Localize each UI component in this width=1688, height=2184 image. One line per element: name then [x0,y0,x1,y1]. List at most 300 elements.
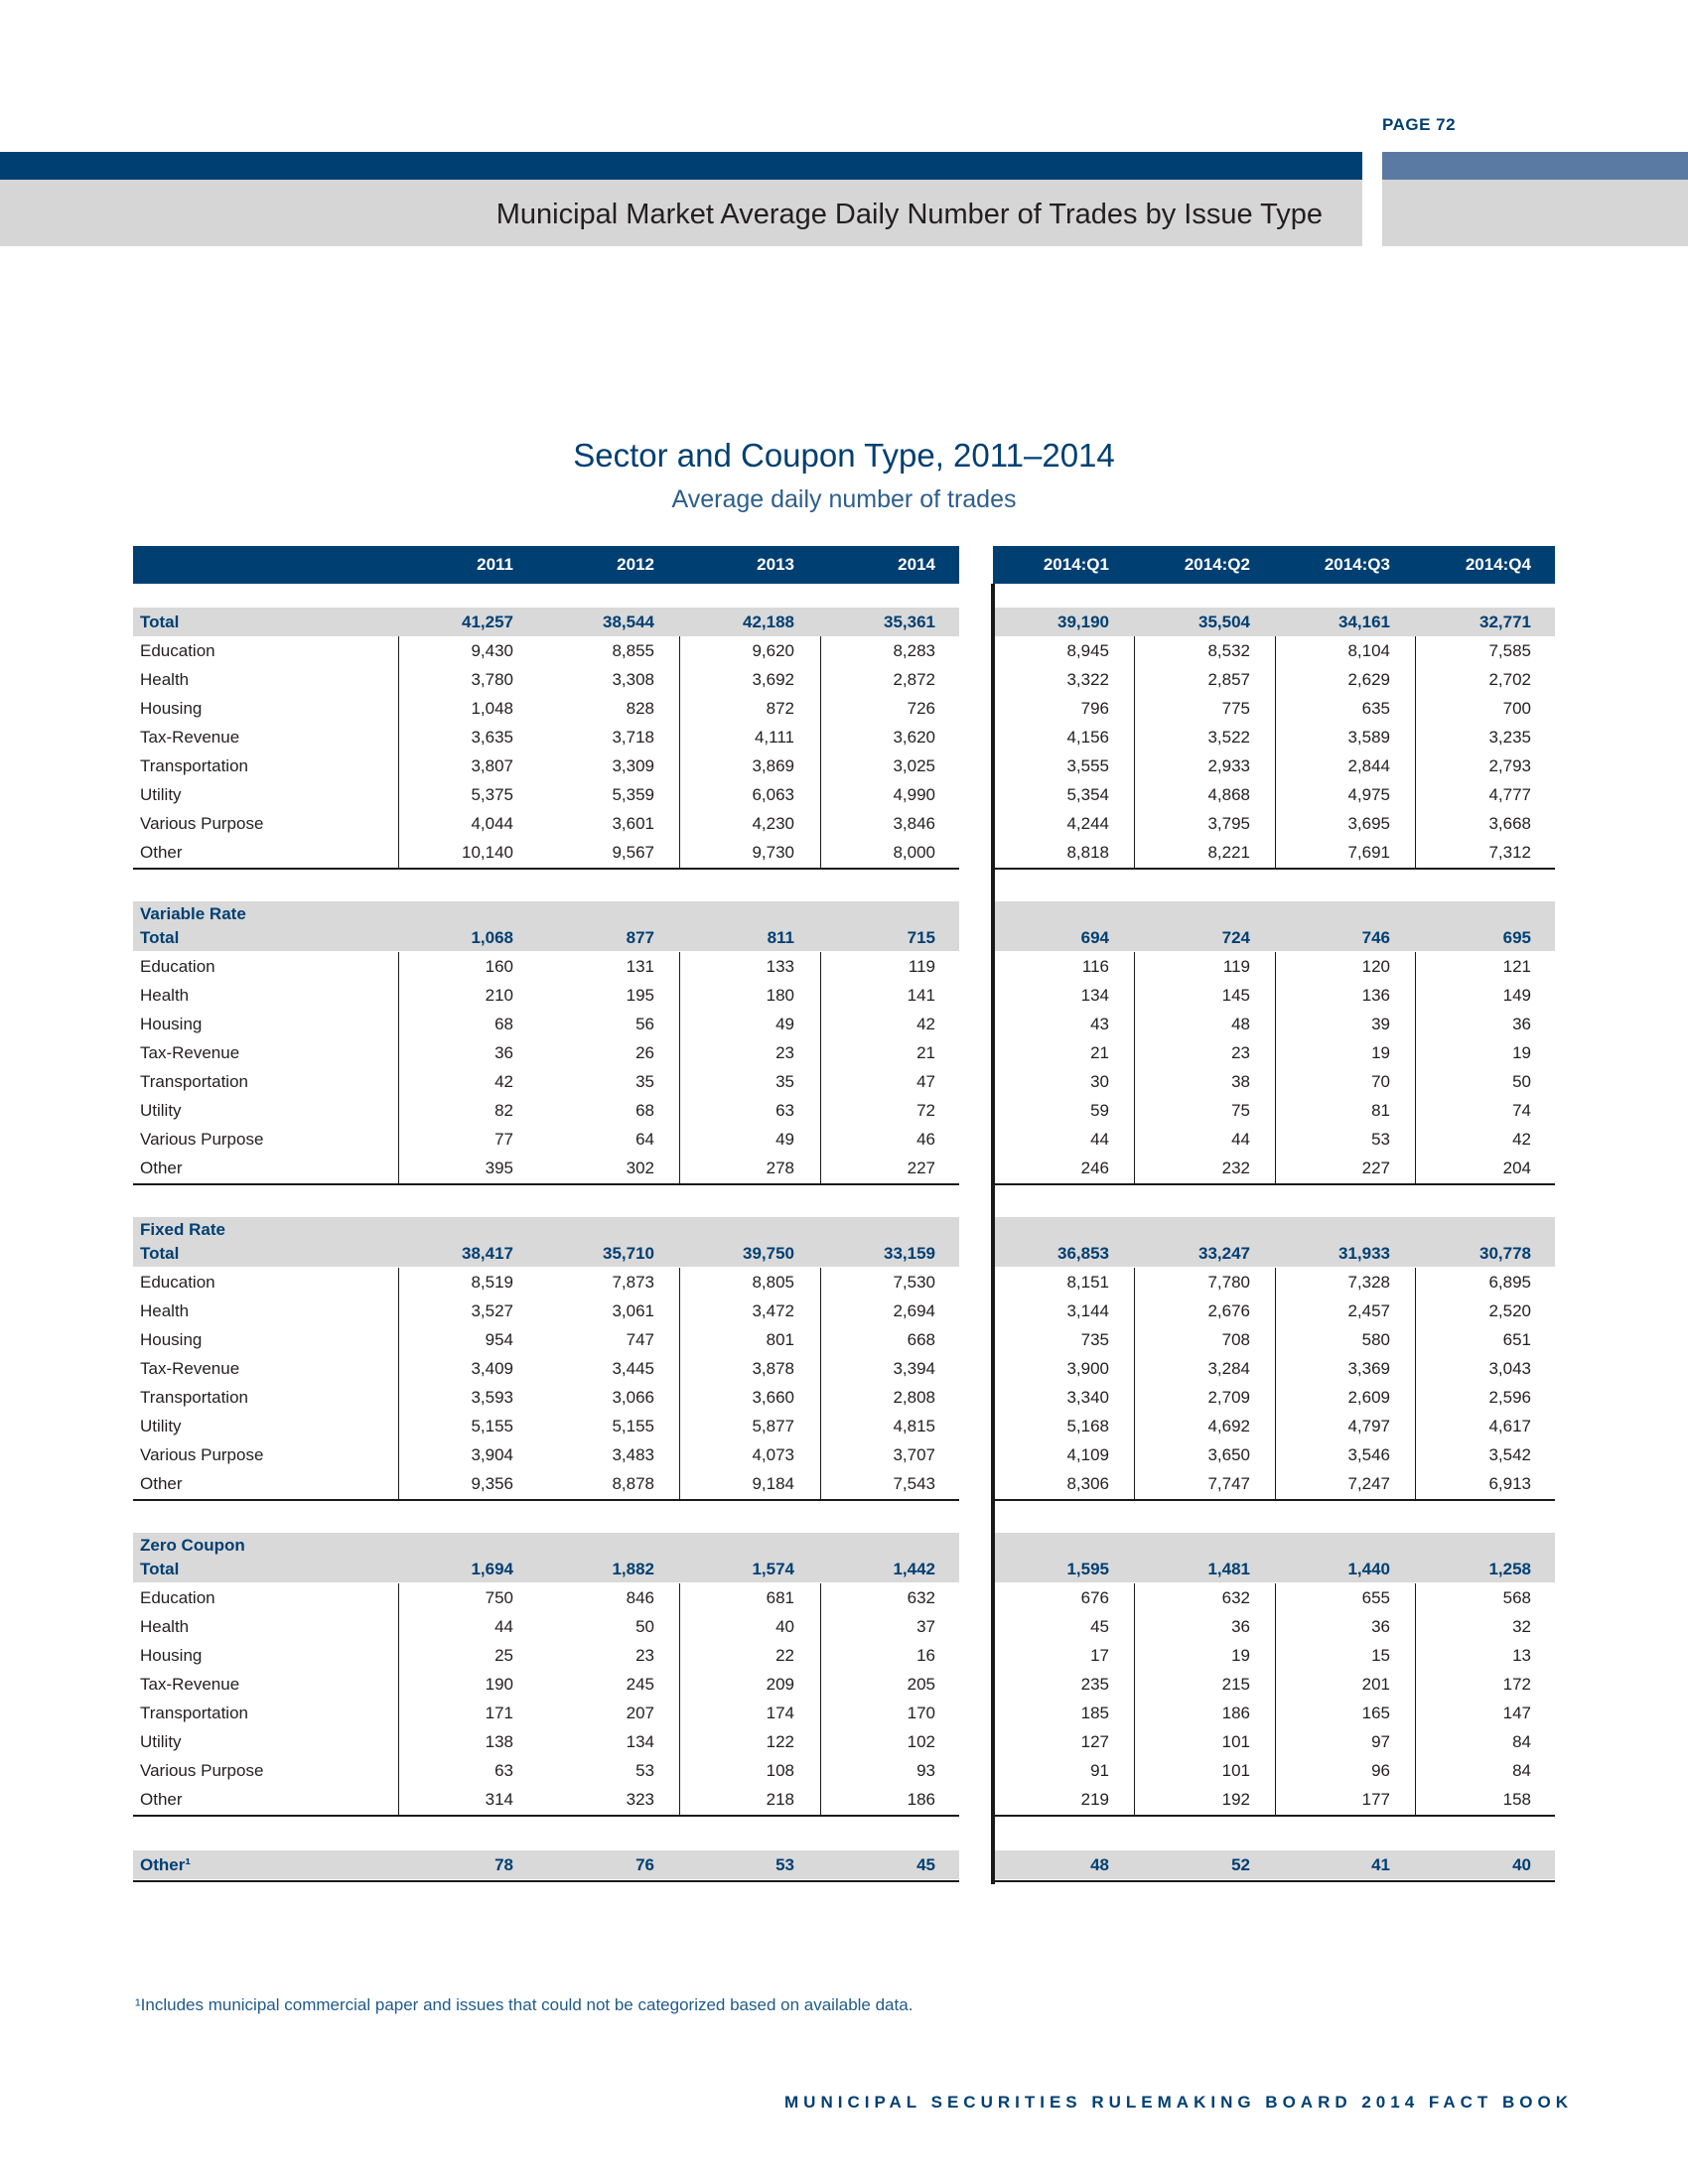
row-value: 116 [1081,957,1109,976]
row-label: Transportation [140,756,248,775]
row-label: Transportation [140,1704,248,1722]
row-value: 210 [485,986,513,1005]
section-rule [993,868,1555,870]
row-value: 170 [907,1704,935,1722]
section-total-value: 42,188 [743,613,794,631]
row-value: 50 [635,1617,654,1636]
row-value: 3,620 [893,728,935,747]
other-row-value: 52 [1231,1855,1250,1874]
row-value: 50 [1512,1072,1531,1091]
row-value: 68 [494,1015,513,1033]
section-total-value: 724 [1221,928,1250,947]
row-value: 750 [485,1588,513,1607]
row-value: 9,356 [471,1474,513,1493]
column-divider [1275,1268,1276,1499]
section-total-value: 811 [767,928,794,947]
row-value: 9,620 [752,641,794,660]
row-value: 36 [1512,1015,1531,1033]
section-total-value: 35,504 [1198,613,1250,631]
row-value: 8,945 [1066,641,1109,660]
row-value: 136 [1361,986,1390,1005]
row-value: 3,322 [1066,670,1109,689]
row-value: 35 [775,1072,794,1091]
row-value: 3,546 [1347,1445,1390,1464]
row-value: 3,650 [1207,1445,1250,1464]
row-value: 47 [916,1072,935,1091]
row-value: 36 [494,1043,513,1062]
row-value: 2,702 [1488,670,1531,689]
row-value: 651 [1502,1330,1531,1349]
row-value: 53 [1371,1130,1390,1149]
row-label: Education [140,1588,215,1607]
row-value: 133 [766,957,794,976]
row-value: 38 [1231,1072,1250,1091]
section-total-value: 39,190 [1057,613,1109,631]
table-title: Sector and Coupon Type, 2011–2014 [573,437,1115,474]
column-divider [398,636,399,868]
column-header: 2012 [617,555,654,574]
row-value: 205 [907,1675,935,1694]
row-label: Utility [140,1732,182,1751]
row-value: 96 [1371,1761,1390,1780]
footer: MUNICIPAL SECURITIES RULEMAKING BOARD 2014 FACT BOOK [784,2093,1573,2112]
row-value: 3,043 [1488,1359,1531,1378]
row-label: Tax-Revenue [140,1043,240,1062]
column-divider [820,636,821,868]
row-value: 4,692 [1207,1417,1250,1435]
row-value: 3,309 [612,756,654,775]
column-divider [679,636,680,868]
row-value: 3,878 [752,1359,794,1378]
row-value: 314 [485,1790,513,1809]
row-value: 700 [1502,699,1531,718]
row-value: 19 [1371,1043,1390,1062]
section-total-value: 715 [907,928,935,947]
other-row-label: Other¹ [140,1855,191,1874]
row-value: 708 [1221,1330,1250,1349]
row-value: 3,668 [1488,814,1531,833]
row-value: 8,805 [752,1273,794,1292]
column-header: 2014:Q2 [1184,555,1250,574]
row-value: 227 [907,1159,935,1177]
row-value: 801 [766,1330,794,1349]
row-value: 77 [494,1130,513,1149]
row-value: 3,780 [471,670,513,689]
other-row-value: 40 [1512,1855,1531,1874]
other-row-value: 48 [1090,1855,1109,1874]
section-total-value: 36,853 [1057,1244,1109,1263]
column-header: 2014:Q1 [1043,555,1109,574]
row-value: 5,155 [612,1417,654,1435]
column-header: 2013 [757,555,794,574]
row-value: 828 [626,699,654,718]
row-value: 3,660 [752,1388,794,1407]
column-divider [679,1268,680,1499]
column-divider [1134,952,1135,1183]
row-value: 13 [1512,1646,1531,1665]
column-divider [1275,952,1276,1183]
row-value: 3,409 [471,1359,513,1378]
section-label: Zero Coupon [140,1536,245,1555]
row-value: 3,522 [1207,728,1250,747]
row-value: 3,807 [471,756,513,775]
section-total-value: 1,694 [471,1560,513,1578]
row-value: 3,846 [893,814,935,833]
row-value: 8,532 [1207,641,1250,660]
row-value: 2,857 [1207,670,1250,689]
section-total-value: 1,440 [1347,1560,1390,1578]
row-label: Various Purpose [140,1130,264,1149]
row-value: 5,168 [1066,1417,1109,1435]
column-divider [398,1268,399,1499]
row-value: 3,235 [1488,728,1531,747]
row-value: 2,596 [1488,1388,1531,1407]
row-value: 8,151 [1066,1273,1109,1292]
row-value: 8,000 [893,843,935,862]
row-value: 84 [1512,1761,1531,1780]
row-value: 127 [1080,1732,1109,1751]
row-label: Education [140,957,215,976]
header-band-right-gray [1382,180,1688,246]
row-value: 3,718 [612,728,654,747]
row-value: 59 [1090,1101,1109,1120]
column-divider [1134,1268,1135,1499]
row-value: 17 [1090,1646,1109,1665]
row-label: Tax-Revenue [140,1359,240,1378]
row-value: 36 [1371,1617,1390,1636]
row-value: 9,730 [752,843,794,862]
row-value: 39 [1371,1015,1390,1033]
row-value: 6,913 [1488,1474,1531,1493]
other-rule [133,1880,959,1882]
row-value: 9,567 [612,843,654,862]
row-value: 45 [1090,1617,1109,1636]
row-label: Various Purpose [140,1761,264,1780]
row-value: 218 [766,1790,794,1809]
column-divider [1415,1268,1416,1499]
section-total-value: 1,258 [1488,1560,1531,1578]
row-value: 3,593 [471,1388,513,1407]
row-value: 68 [635,1101,654,1120]
row-value: 19 [1231,1646,1250,1665]
row-value: 3,542 [1488,1445,1531,1464]
row-value: 3,061 [612,1301,654,1320]
row-value: 3,445 [612,1359,654,1378]
row-label: Other [140,1474,183,1493]
section-total-label: Total [140,613,180,631]
row-value: 42 [916,1015,935,1033]
row-value: 93 [916,1761,935,1780]
row-label: Various Purpose [140,814,264,833]
row-value: 160 [485,957,513,976]
row-value: 108 [766,1761,794,1780]
row-label: Education [140,1273,215,1292]
row-value: 4,868 [1207,785,1250,804]
row-value: 192 [1221,1790,1250,1809]
row-label: Health [140,986,190,1005]
row-value: 3,483 [612,1445,654,1464]
row-value: 46 [916,1130,935,1149]
row-value: 15 [1371,1646,1390,1665]
row-value: 134 [626,1732,654,1751]
column-divider [1134,636,1135,868]
row-value: 2,629 [1347,670,1390,689]
section-total-value: 31,933 [1338,1244,1390,1263]
row-label: Transportation [140,1072,248,1091]
row-value: 26 [635,1043,654,1062]
row-value: 21 [916,1043,935,1062]
row-value: 8,878 [612,1474,654,1493]
row-value: 6,895 [1488,1273,1531,1292]
row-value: 3,869 [752,756,794,775]
row-value: 4,109 [1066,1445,1109,1464]
row-value: 7,691 [1347,843,1390,862]
row-value: 186 [907,1790,935,1809]
row-value: 3,692 [752,670,794,689]
row-value: 954 [485,1330,513,1349]
section-total-value: 694 [1080,928,1109,947]
row-value: 48 [1231,1015,1250,1033]
row-value: 22 [775,1646,794,1665]
row-label: Tax-Revenue [140,728,240,747]
row-value: 219 [1080,1790,1109,1809]
row-value: 119 [908,957,935,976]
row-value: 580 [1361,1330,1390,1349]
row-value: 35 [635,1072,654,1091]
row-label: Other [140,1159,183,1177]
row-value: 141 [907,986,935,1005]
row-value: 2,676 [1207,1301,1250,1320]
row-value: 4,797 [1347,1417,1390,1435]
row-value: 44 [1090,1130,1109,1149]
row-value: 134 [1080,986,1109,1005]
row-value: 872 [766,699,794,718]
row-value: 3,284 [1207,1359,1250,1378]
row-value: 2,709 [1207,1388,1250,1407]
page-header-title: Municipal Market Average Daily Number of Trades by Issue Type [495,199,1323,230]
row-value: 174 [766,1704,794,1722]
other-row-value: 45 [916,1855,935,1874]
row-label: Tax-Revenue [140,1675,240,1694]
row-value: 655 [1361,1588,1390,1607]
row-value: 2,793 [1488,756,1531,775]
row-value: 195 [626,986,654,1005]
row-value: 2,457 [1347,1301,1390,1320]
row-value: 63 [775,1101,794,1120]
row-value: 121 [1502,957,1531,976]
row-value: 43 [1090,1015,1109,1033]
header-band-right-blue [1382,152,1688,180]
row-value: 4,815 [893,1417,935,1435]
section-total-value: 33,159 [884,1244,935,1263]
column-divider [820,1583,821,1815]
row-value: 53 [635,1761,654,1780]
row-value: 8,221 [1207,843,1250,862]
row-value: 63 [494,1761,513,1780]
row-value: 323 [626,1790,654,1809]
row-value: 44 [494,1617,513,1636]
row-value: 3,369 [1347,1359,1390,1378]
row-value: 2,844 [1347,756,1390,775]
row-value: 23 [1231,1043,1250,1062]
row-value: 23 [775,1043,794,1062]
section-total-value: 33,247 [1198,1244,1250,1263]
section-total-value: 38,544 [603,613,654,631]
row-value: 232 [1221,1159,1250,1177]
section-total-value: 1,481 [1207,1560,1250,1578]
row-value: 395 [485,1159,513,1177]
section-total-label: Total [140,1560,180,1578]
other-row-value: 76 [635,1855,654,1874]
row-value: 82 [494,1101,513,1120]
row-value: 7,328 [1347,1273,1390,1292]
row-value: 4,777 [1488,785,1531,804]
row-value: 846 [626,1588,654,1607]
row-value: 3,695 [1347,814,1390,833]
section-label: Variable Rate [140,904,246,923]
row-value: 84 [1512,1732,1531,1751]
row-value: 775 [1221,699,1250,718]
row-value: 5,155 [471,1417,513,1435]
row-value: 227 [1361,1159,1390,1177]
row-value: 64 [635,1130,654,1149]
row-value: 147 [1502,1704,1531,1722]
other-row-value: 53 [775,1855,794,1874]
section-total-value: 1,442 [893,1560,935,1578]
row-label: Other [140,1790,183,1809]
row-value: 215 [1221,1675,1250,1694]
row-value: 75 [1231,1101,1250,1120]
row-value: 5,359 [612,785,654,804]
section-total-value: 35,361 [884,613,935,631]
row-value: 246 [1080,1159,1109,1177]
row-value: 74 [1512,1101,1531,1120]
row-value: 30 [1090,1072,1109,1091]
row-label: Housing [140,1330,203,1349]
column-header: 2014 [898,555,935,574]
row-value: 2,808 [893,1388,935,1407]
row-value: 7,312 [1488,843,1531,862]
row-value: 91 [1090,1761,1109,1780]
row-value: 568 [1502,1588,1531,1607]
row-label: Health [140,1301,190,1320]
row-value: 2,933 [1207,756,1250,775]
section-total-label: Total [140,1244,180,1263]
column-header: 2014:Q3 [1324,555,1390,574]
row-value: 10,140 [462,843,513,862]
row-value: 5,354 [1066,785,1109,804]
section-label: Fixed Rate [140,1220,225,1239]
row-value: 9,430 [471,641,513,660]
row-value: 44 [1231,1130,1250,1149]
row-value: 676 [1080,1588,1109,1607]
section-total-value: 746 [1361,928,1390,947]
row-value: 122 [766,1732,794,1751]
column-divider [1275,636,1276,868]
row-value: 2,694 [893,1301,935,1320]
row-value: 2,609 [1347,1388,1390,1407]
other-row-value: 41 [1371,1855,1390,1874]
row-value: 726 [907,699,935,718]
row-value: 40 [775,1617,794,1636]
section-rule [993,1815,1555,1817]
column-divider [1415,636,1416,868]
row-value: 3,555 [1066,756,1109,775]
section-rule [993,1183,1555,1185]
row-label: Various Purpose [140,1445,264,1464]
row-value: 735 [1080,1330,1109,1349]
row-label: Housing [140,699,203,718]
row-value: 5,877 [752,1417,794,1435]
row-value: 8,519 [471,1273,513,1292]
row-label: Utility [140,785,182,804]
row-value: 145 [1221,986,1250,1005]
row-value: 149 [1502,986,1531,1005]
section-total-value: 877 [626,928,654,947]
row-value: 2,872 [893,670,935,689]
section-total-value: 1,574 [752,1560,794,1578]
row-value: 3,795 [1207,814,1250,833]
row-value: 102 [907,1732,935,1751]
row-value: 4,975 [1347,785,1390,804]
row-value: 42 [494,1072,513,1091]
row-value: 7,747 [1207,1474,1250,1493]
row-value: 42 [1512,1130,1531,1149]
column-divider [679,952,680,1183]
row-value: 668 [907,1330,935,1349]
row-value: 172 [1502,1675,1531,1694]
column-divider [398,952,399,1183]
row-value: 3,340 [1066,1388,1109,1407]
row-value: 7,530 [893,1273,935,1292]
row-value: 4,244 [1066,814,1109,833]
row-value: 796 [1080,699,1109,718]
row-value: 49 [775,1130,794,1149]
row-value: 177 [1361,1790,1390,1809]
section-total-value: 39,750 [743,1244,794,1263]
section-rule [133,1499,959,1501]
row-label: Utility [140,1417,182,1435]
row-value: 3,601 [612,814,654,833]
row-value: 101 [1221,1732,1250,1751]
row-value: 180 [766,986,794,1005]
row-value: 7,247 [1347,1474,1390,1493]
column-divider [398,1583,399,1815]
row-value: 4,156 [1066,728,1109,747]
row-label: Transportation [140,1388,248,1407]
row-value: 32 [1512,1617,1531,1636]
row-value: 101 [1221,1761,1250,1780]
row-value: 278 [766,1159,794,1177]
section-total-value: 1,595 [1066,1560,1109,1578]
column-divider [820,952,821,1183]
row-value: 4,230 [752,814,794,833]
row-value: 49 [775,1015,794,1033]
row-value: 3,527 [471,1301,513,1320]
row-value: 302 [626,1159,654,1177]
row-label: Utility [140,1101,182,1120]
row-value: 185 [1080,1704,1109,1722]
row-value: 204 [1502,1159,1531,1177]
row-value: 7,585 [1488,641,1531,660]
row-value: 2,520 [1488,1301,1531,1320]
row-value: 6,063 [752,785,794,804]
row-value: 3,025 [893,756,935,775]
column-divider [1275,1583,1276,1815]
row-value: 8,104 [1347,641,1390,660]
row-label: Housing [140,1646,203,1665]
section-total-value: 35,710 [603,1244,654,1263]
